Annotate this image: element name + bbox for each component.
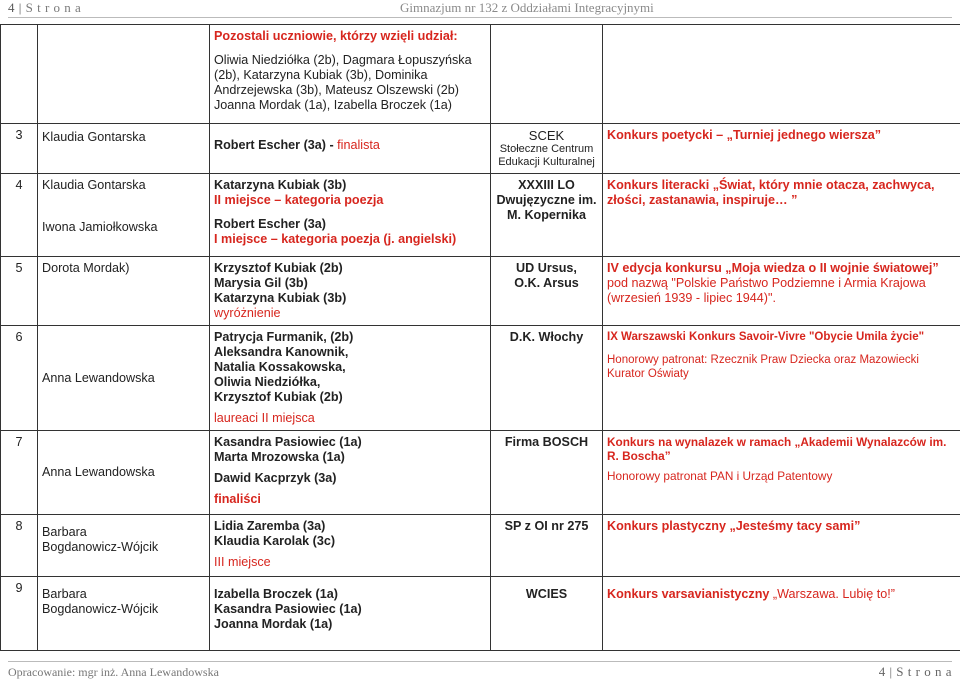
contest-cell: [603, 577, 960, 651]
student-name: Joanna Mordak (1a): [214, 617, 333, 631]
row-number: 6: [1, 326, 38, 431]
table-row: [1, 174, 960, 257]
students-cell: [210, 124, 491, 174]
table-row: [1, 326, 960, 431]
footer-separator: |: [885, 664, 897, 679]
student-name: Oliwia Niedziółka,: [214, 375, 321, 389]
header-divider: [8, 17, 952, 18]
teacher-name: Anna Lewandowska: [42, 465, 155, 479]
student-name: Natalia Kossakowska,: [214, 360, 346, 374]
row-number: 3: [1, 124, 38, 174]
contest-detail: Honorowy patronat PAN i Urząd Patentowy: [607, 469, 833, 483]
competition-table: [0, 24, 960, 651]
organizer-name: Firma BOSCH: [504, 435, 589, 449]
student-name: Marysia Gil (3b): [214, 276, 308, 290]
award-label: wyróżnienie: [214, 306, 281, 320]
table-row: [1, 431, 960, 515]
contest-name: Konkurs literacki „Świat, który mnie otacza, zachwyca, złości, zastanawia, inspiruje… ”: [607, 178, 935, 207]
organizer-name: SP z OI nr 275: [504, 519, 589, 533]
table-row: [1, 577, 960, 651]
teacher-name: Dorota Mordak): [42, 261, 130, 275]
student-name: Klaudia Karolak (3c): [214, 534, 336, 548]
teacher-cell: [38, 577, 210, 651]
teacher-cell: [38, 326, 210, 431]
student-name: Lidia Zaremba (3a): [214, 519, 326, 533]
row-number: 5: [1, 257, 38, 326]
students-cell: [210, 326, 491, 431]
header-page-number: 4: [8, 0, 15, 15]
student-name: Robert Escher (3a): [214, 217, 326, 231]
row-number: 4: [1, 174, 38, 257]
footer-author: Opracowanie: mgr inż. Anna Lewandowska: [8, 665, 219, 679]
student-name: Katarzyna Kubiak (3b): [214, 178, 347, 192]
organizer-cell: [491, 515, 603, 577]
organizer-cell: [491, 124, 603, 174]
teacher-name: Barbara: [42, 587, 87, 601]
award-label: finalista: [337, 138, 380, 152]
organizer-cell: [491, 431, 603, 515]
teacher-cell: [38, 515, 210, 577]
cell-empty: [491, 25, 603, 124]
students-cell: [210, 515, 491, 577]
row-number: 7: [1, 431, 38, 515]
student-name: Krzysztof Kubiak (2b): [214, 261, 343, 275]
footer-page-number: 4: [878, 664, 886, 679]
organizer-cell: [491, 577, 603, 651]
contest-cell: [603, 174, 960, 257]
students-cell: [210, 431, 491, 515]
teacher-name: Klaudia Gontarska: [42, 130, 146, 144]
student-name: Marta Mrozowska (1a): [214, 450, 345, 464]
contest-name: IX Warszawski Konkurs Savoir-Vivre "Obycie Umila życie": [607, 331, 925, 343]
teacher-cell: [38, 257, 210, 326]
cell-empty: [38, 25, 210, 124]
footer-strona: S t r o n a: [896, 664, 952, 679]
participants-line: Joanna Mordak (1a), Izabella Broczek (1a): [214, 98, 452, 112]
page-header-left: [8, 0, 81, 16]
teacher-cell: [38, 124, 210, 174]
table-row: [1, 515, 960, 577]
participants-line: Andrzejewska (3b), Mateusz Olszewski (2b): [214, 83, 459, 97]
cell-empty: [1, 25, 38, 124]
organizer-detail: Edukacji Kulturalnej: [498, 156, 595, 168]
student-name: Kasandra Pasiowiec (1a): [214, 602, 362, 616]
header-school-name: Gimnazjum nr 132 z Oddziałami Integracyjnymi: [400, 0, 654, 15]
contest-name: Konkurs poetycki – „Turniej jednego wiersza”: [607, 128, 882, 142]
contest-name: Konkurs na wynalazek w ramach „Akademii Wynalazców im. R. Boscha”: [607, 435, 947, 463]
organizer-name: UD Ursus,: [516, 261, 577, 275]
organizer-name: D.K. Włochy: [509, 330, 584, 344]
students-cell: [210, 257, 491, 326]
student-name: Kasandra Pasiowiec (1a): [214, 435, 362, 449]
student-name: Robert Escher (3a) -: [214, 138, 338, 152]
organizer-name: SCEK: [528, 128, 565, 143]
table-row-continued: [1, 25, 960, 124]
contest-detail: Honorowy patronat: Rzecznik Praw Dziecka oraz Mazowiecki Kurator Oświaty: [607, 354, 919, 380]
student-name: Aleksandra Kanownik,: [214, 345, 349, 359]
contest-cell: [603, 124, 960, 174]
organizer-detail: Stołeczne Centrum: [499, 143, 594, 155]
row-number: 9: [1, 577, 38, 651]
organizer-detail: Dwujęzyczne im.: [496, 193, 597, 207]
organizer-name: XXXIII LO: [518, 178, 575, 192]
teacher-name: Klaudia Gontarska: [42, 178, 146, 192]
cell-empty: [603, 25, 960, 124]
page-footer-right: [879, 664, 952, 680]
student-name: Dawid Kacprzyk (3a): [214, 471, 337, 485]
row-number: 8: [1, 515, 38, 577]
award-label: I miejsce – kategoria poezja (j. angielski): [214, 232, 457, 246]
students-cell: [210, 174, 491, 257]
other-participants-title: Pozostali uczniowie, którzy wzięli udział:: [214, 29, 458, 43]
organizer-name: WCIES: [525, 587, 568, 601]
organizer-cell: [491, 174, 603, 257]
contest-cell: [603, 431, 960, 515]
contest-detail: „Warszawa. Lubię to!”: [772, 587, 895, 601]
footer-divider: [8, 661, 952, 662]
teacher-cell: [38, 431, 210, 515]
teacher-name: Bogdanowicz-Wójcik: [42, 540, 159, 554]
contest-detail: pod nazwą "Polskie Państwo Podziemne i Armia Krajowa (wrzesień 1939 - lipiec 1944)".: [607, 276, 926, 305]
award-label: III miejsce: [214, 555, 271, 569]
organizer-cell: [491, 257, 603, 326]
award-label: finaliści: [214, 492, 261, 506]
contest-name: Konkurs plastyczny „Jesteśmy tacy sami”: [607, 519, 861, 533]
award-label: laureaci II miejsca: [214, 411, 315, 425]
contest-name: Konkurs varsavianistyczny: [607, 587, 773, 601]
other-participants-cell: [210, 25, 491, 124]
teacher-name: Anna Lewandowska: [42, 370, 155, 385]
contest-name: IV edycja konkursu „Moja wiedza o II wojnie światowej”: [607, 261, 939, 275]
contest-cell: [603, 257, 960, 326]
participants-line: (2b), Katarzyna Kubiak (3b), Dominika: [214, 68, 428, 82]
teacher-name: Barbara: [42, 525, 87, 539]
teacher-name: Iwona Jamiołkowska: [42, 220, 158, 234]
organizer-cell: [491, 326, 603, 431]
header-separator: |: [15, 0, 26, 15]
student-name: Katarzyna Kubiak (3b): [214, 291, 347, 305]
contest-cell: [603, 326, 960, 431]
contest-cell: [603, 515, 960, 577]
teacher-name: Bogdanowicz-Wójcik: [42, 602, 159, 616]
award-label: II miejsce – kategoria poezja: [214, 193, 384, 207]
organizer-detail: M. Kopernika: [506, 208, 587, 222]
participants-line: Oliwia Niedziółka (2b), Dagmara Łopuszyńska: [214, 53, 472, 67]
student-name: Krzysztof Kubiak (2b): [214, 390, 343, 404]
organizer-detail: O.K. Arsus: [514, 276, 579, 290]
teacher-cell: [38, 174, 210, 257]
header-strona: S t r o n a: [25, 0, 82, 15]
student-name: Patrycja Furmanik, (2b): [214, 330, 354, 344]
students-cell: [210, 577, 491, 651]
student-name: Izabella Broczek (1a): [214, 587, 338, 601]
table-row: [1, 257, 960, 326]
table-row: [1, 124, 960, 174]
